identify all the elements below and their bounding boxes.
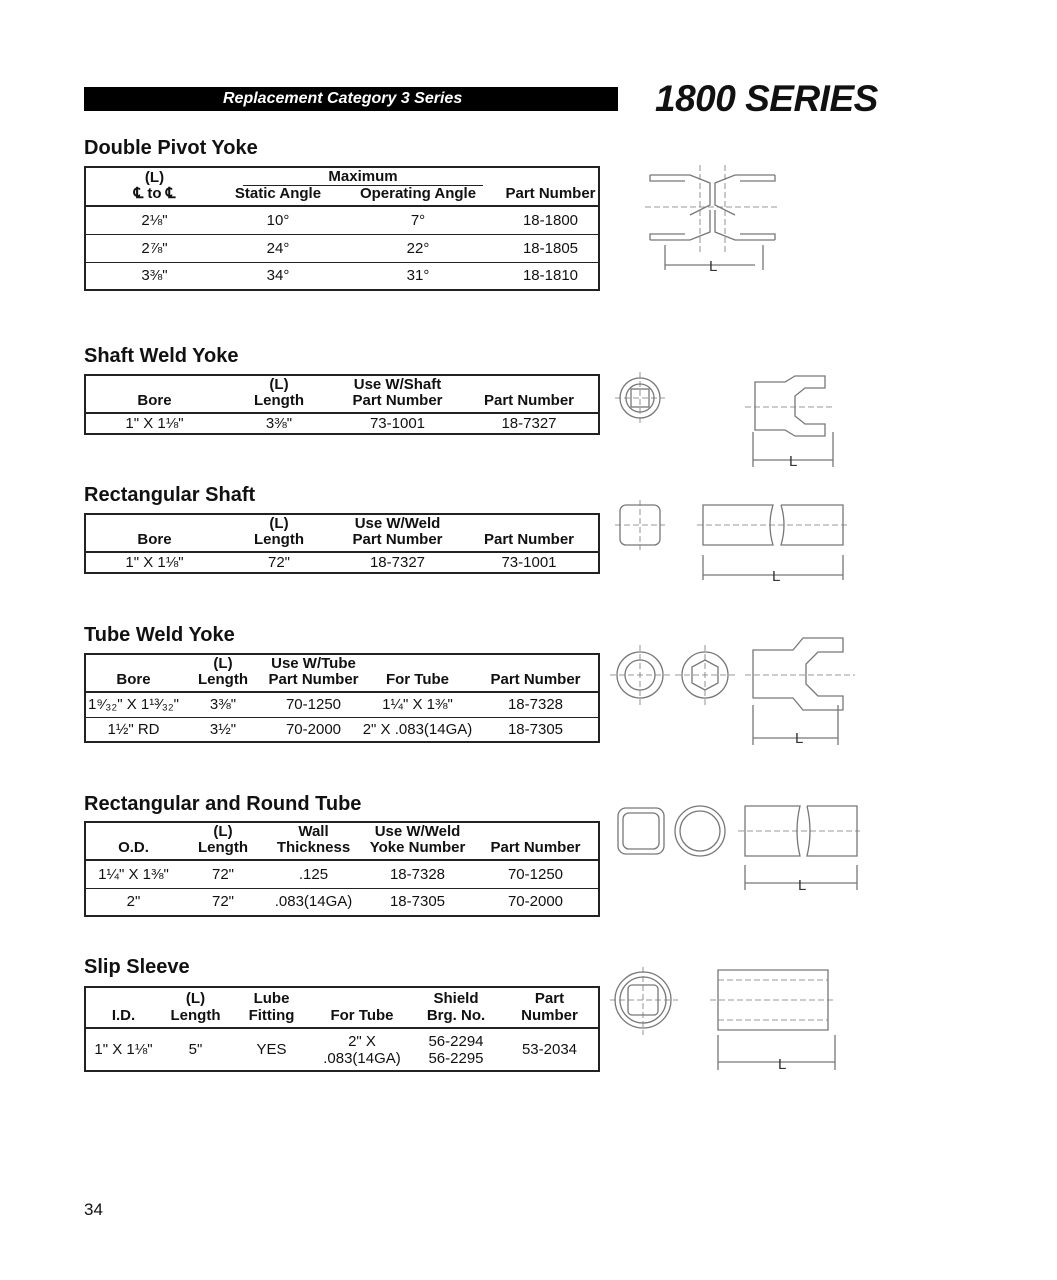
column-header	[503, 167, 599, 186]
column-header: (L)	[144, 169, 165, 186]
rectangular-shaft-table	[84, 513, 600, 574]
column-header: Number	[501, 1007, 599, 1028]
table-cell: 2" X .083(14GA)	[362, 717, 473, 742]
column-header: Part	[534, 990, 565, 1007]
table-cell: 18-7327	[501, 415, 557, 432]
table-cell: 10°	[266, 211, 290, 229]
series-title: 1800 SERIES	[655, 78, 878, 119]
table-cell: 3⅜"	[265, 415, 293, 432]
table-cell: 1½" RD	[85, 717, 181, 742]
length-label: L	[778, 1056, 787, 1073]
rectangular-and-round-tube-title: Rectangular and Round Tube	[84, 793, 362, 815]
table-cell: 70-1250	[507, 865, 564, 883]
column-header	[85, 514, 223, 532]
column-header: Part Number	[335, 532, 460, 552]
table-cell: 1¼" X 1⅜"	[382, 696, 453, 714]
column-header: Operating Angle	[333, 186, 503, 206]
column-header: Part Number	[503, 186, 599, 206]
length-label: L	[772, 568, 781, 585]
column-header: Shield	[433, 990, 479, 1007]
table-cell: 18-1800	[522, 211, 579, 229]
table-cell: 2⅛"	[141, 211, 168, 229]
table-cell: 70-1250	[285, 696, 342, 714]
category-label: Replacement Category 3 Series	[223, 90, 463, 107]
tube-weld-yoke-title: Tube Weld Yoke	[84, 624, 235, 646]
rectangular-shaft-drawing	[615, 500, 855, 585]
column-group-header: Maximum	[243, 169, 483, 186]
table-cell: .125	[298, 865, 329, 883]
column-header: Length	[223, 532, 335, 552]
table-row	[85, 888, 599, 916]
column-header: (L)	[213, 655, 233, 672]
table-cell: 70-2000	[473, 888, 599, 916]
table-cell: 2"	[85, 888, 181, 916]
table-row	[85, 413, 599, 434]
column-header: Part Number	[265, 672, 362, 692]
tube-weld-yoke-drawing	[610, 635, 860, 750]
table-cell: 7°	[410, 211, 426, 229]
column-header: Part Number	[473, 840, 599, 860]
length-label: L	[709, 258, 718, 275]
double-pivot-yoke-title: Double Pivot Yoke	[84, 137, 258, 159]
table-cell: 18-7328	[389, 865, 446, 883]
page-number: 34	[84, 1200, 103, 1219]
column-header: Brg. No.	[411, 1007, 501, 1028]
table-cell: 72"	[181, 888, 265, 916]
table-cell: 2" X .083(14GA)	[323, 1032, 401, 1067]
table-cell: 1" X 1⅛"	[125, 554, 184, 571]
column-header	[473, 654, 599, 672]
table-cell: 72"	[267, 554, 290, 571]
table-cell: 56-2294 56-2295	[428, 1032, 484, 1067]
column-header	[460, 514, 599, 532]
column-header: For Tube	[362, 672, 473, 692]
column-header: Part Number	[460, 532, 599, 552]
column-header: Part Number	[473, 672, 599, 692]
table-row	[85, 692, 599, 717]
column-header: (L)	[213, 823, 233, 840]
column-header	[313, 987, 411, 1007]
column-header: Bore	[85, 532, 223, 552]
column-header	[362, 654, 473, 672]
column-header: Use W/Shaft	[353, 376, 442, 393]
column-header: For Tube	[313, 1007, 411, 1028]
table-cell: .083(14GA)	[265, 888, 362, 916]
column-header: Bore	[85, 672, 181, 692]
table-row	[85, 552, 599, 573]
table-cell: 18-7328	[507, 696, 564, 714]
column-header: Static Angle	[223, 186, 333, 206]
slip-sleeve-drawing	[610, 965, 850, 1075]
table-cell: 18-7305	[473, 717, 599, 742]
table-cell: 1¼" X 1⅜"	[98, 865, 169, 883]
column-header: (L)	[269, 515, 289, 532]
column-header: O.D.	[85, 840, 181, 860]
shaft-weld-yoke-drawing	[615, 372, 845, 472]
table-row	[85, 1028, 599, 1071]
column-header: Use W/Weld	[354, 515, 441, 532]
length-label: L	[789, 453, 798, 470]
length-label: L	[798, 877, 807, 894]
column-header: Use W/Weld	[374, 823, 461, 840]
table-cell: 22°	[333, 234, 503, 262]
column-header: Length	[223, 393, 335, 413]
column-header: Bore	[85, 393, 223, 413]
table-cell: 70-2000	[265, 717, 362, 742]
table-cell: 73-1001	[501, 554, 557, 571]
column-header: Wall	[298, 823, 329, 840]
column-header: Length	[181, 840, 265, 860]
table-cell: 34°	[223, 262, 333, 290]
column-header	[85, 654, 181, 672]
table-cell: 18-7327	[369, 554, 426, 571]
length-label: L	[795, 730, 804, 747]
column-header	[460, 375, 599, 393]
table-cell: 53-2034	[521, 1041, 578, 1058]
table-row	[85, 860, 599, 888]
table-row	[85, 717, 599, 742]
table-cell: 1" X 1⅛"	[125, 415, 184, 432]
column-header: ℄ to ℄	[85, 186, 223, 206]
column-header: (L)	[185, 990, 206, 1007]
table-cell: 3⅜"	[209, 696, 237, 714]
column-header: Part Number	[460, 393, 599, 413]
table-cell: 3½"	[181, 717, 265, 742]
double-pivot-yoke-table	[84, 166, 600, 291]
table-row	[85, 234, 599, 262]
table-cell: YES	[256, 1041, 287, 1058]
table-row	[85, 206, 599, 234]
column-header	[223, 167, 503, 186]
table-cell: 18-7305	[362, 888, 473, 916]
column-header: Lube	[253, 990, 290, 1007]
table-row	[85, 262, 599, 290]
column-header	[85, 822, 181, 840]
shaft-weld-yoke-title: Shaft Weld Yoke	[84, 345, 239, 367]
column-header: Yoke Number	[362, 840, 473, 860]
slip-sleeve-title: Slip Sleeve	[84, 956, 190, 978]
column-header: Fitting	[230, 1007, 313, 1028]
table-cell: 3⅜"	[85, 262, 223, 290]
table-cell: 24°	[223, 234, 333, 262]
table-cell: 72"	[211, 865, 234, 883]
column-header: I.D.	[85, 1007, 161, 1028]
tube-drawing	[610, 800, 860, 895]
shaft-weld-yoke-table	[84, 374, 600, 435]
slip-sleeve-table	[84, 986, 600, 1072]
column-header: Thickness	[265, 840, 362, 860]
column-header: Length	[181, 672, 265, 692]
table-cell: 1⁹⁄₃₂" X 1¹³⁄₃₂"	[88, 696, 179, 714]
category-banner	[84, 87, 618, 111]
column-header: Use W/Tube	[271, 655, 356, 672]
column-header	[473, 822, 599, 840]
tube-weld-yoke-table	[84, 653, 600, 743]
table-cell: 1" X 1⅛"	[94, 1041, 153, 1058]
table-cell: 18-1805	[503, 234, 599, 262]
rectangular-and-round-tube-table	[84, 821, 600, 917]
rectangular-shaft-title: Rectangular Shaft	[84, 484, 256, 506]
table-cell: 5"	[188, 1041, 203, 1058]
table-cell: 18-1810	[503, 262, 599, 290]
double-pivot-yoke-drawing	[645, 165, 780, 275]
column-header	[85, 375, 223, 393]
column-header: Length	[161, 1007, 230, 1028]
table-cell: 73-1001	[369, 415, 426, 432]
column-header	[85, 987, 161, 1007]
column-header: (L)	[269, 376, 289, 393]
column-header: Part Number	[335, 393, 460, 413]
table-cell: 2⅞"	[85, 234, 223, 262]
table-cell: 31°	[333, 262, 503, 290]
